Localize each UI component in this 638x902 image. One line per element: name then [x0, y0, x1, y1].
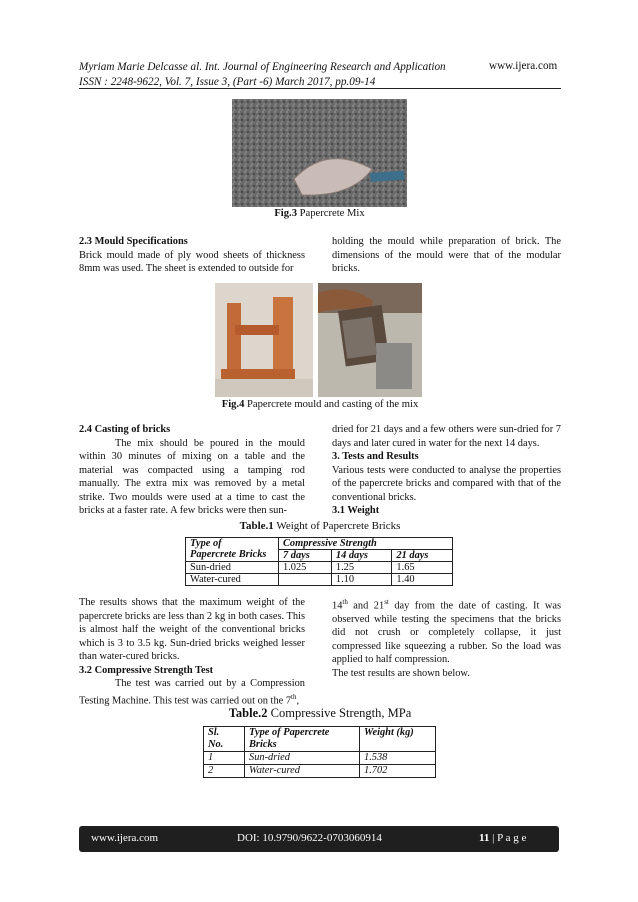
citation-line-2: ISSN : 2248-9622, Vol. 7, Issue 3, (Part -6) March 2017, pp.09-14 [79, 76, 376, 88]
sec23-left-column [79, 235, 305, 276]
table2-cell-type: Sun-dried [245, 752, 360, 765]
table1-cell-d7 [279, 574, 332, 586]
sec32-text-main: The test was carried out by a Compression Testing Machine. This test was carried out on the 7 [79, 678, 305, 706]
table-row [204, 765, 436, 778]
sup-st: st [384, 598, 389, 606]
sec32-comma: , [296, 694, 300, 706]
table2-cell-weight: 1.702 [360, 765, 436, 778]
sec32-heading: 3.2 Compressive Strength Test [79, 664, 214, 676]
table1-head-type-line1: Type of [190, 538, 222, 549]
table1-caption [180, 520, 460, 532]
fig4-mould-photo [215, 283, 313, 397]
footer-doi: DOI: 10.9790/9622-0703060914 [237, 832, 382, 844]
fig3-caption [232, 208, 407, 219]
table1-head-group: Compressive Strength [279, 538, 453, 550]
results-left-text: The results shows that the maximum weight of the papercrete bricks are less than 2 kg in both cases. This is almost half the weight of the conventional bricks which is 3 to 3.5 kg. Sun-dried bricks weighed lesser than water-cured bricks. [79, 597, 305, 662]
table2-head-sl-line2: No. [208, 739, 224, 750]
table1-head-14days: 14 days [331, 550, 392, 562]
table1-head-type-line2: Papercrete Bricks [190, 549, 267, 560]
results-right-text [332, 596, 561, 667]
fig4-caption-text: Papercrete mould and casting of the mix [244, 399, 419, 410]
sec24-left-text: The mix should be poured in the mould within 30 minutes of mixing on a table and the material was compacted using a tamping rod manually. The extra mix was removed by a metal strike. Two moulds were used at a time to cast the bricks at a faster rate. A few bricks were then sun- [79, 437, 305, 516]
table-row [204, 752, 436, 765]
table1-label: Table.1 [239, 520, 274, 532]
table2-head-sl-line1: Sl. [208, 727, 220, 738]
sup-th-2: th [342, 598, 348, 606]
sec24-heading: 2.4 Casting of bricks [79, 424, 171, 435]
num-14: 14 [332, 600, 343, 612]
table1-cell-d14: 1.25 [331, 562, 392, 574]
table2-cell-weight: 1.538 [360, 752, 436, 765]
results-left-column [79, 596, 305, 707]
sec32-text [79, 677, 305, 707]
table1-cell-d14: 1.10 [331, 574, 392, 586]
page-footer [79, 826, 559, 852]
table1-head-type [186, 538, 279, 562]
table1-cell-type: Sun-dried [186, 562, 279, 574]
table2 [203, 726, 436, 778]
table2-caption [180, 706, 460, 721]
sec23-right-text: holding the mould while preparation of brick. The dimensions of the mould were that of the modular bricks. [332, 236, 561, 274]
sec3-text: Various tests were conducted to analyse the properties of the papercrete bricks and compared with that of the conventional bricks. [332, 464, 561, 503]
table-row [186, 562, 453, 574]
table1-cell-type: Water-cured [186, 574, 279, 586]
results-right-column [332, 596, 561, 680]
results-right-main: day from the date of casting. It was observed while testing the specimens that the bricks did not crush or completely collapse, it just compressed like squeezing a rubber. So the load was applied to half compression. [332, 600, 561, 666]
sec23-heading: 2.3 Mould Specifications [79, 236, 188, 247]
footer-website: www.ijera.com [91, 832, 159, 844]
fig4-label: Fig.4 [221, 399, 245, 410]
table1-head-21days: 21 days [392, 550, 453, 562]
table2-head-type-line2: Bricks [249, 739, 277, 750]
sec31-heading: 3.1 Weight [332, 505, 380, 516]
table1-head-7days: 7 days [279, 550, 332, 562]
fig4-casting-photo [318, 283, 422, 397]
fig3-label: Fig.3 [274, 208, 297, 219]
table2-cell-sl: 1 [204, 752, 245, 765]
table1-caption-text: Weight of Papercrete Bricks [273, 520, 401, 532]
results-right-text2: The test results are shown below. [332, 667, 470, 679]
table2-head-weight: Weight (kg) [360, 727, 436, 752]
fig4-caption [160, 399, 480, 410]
sec23-right-column [332, 235, 561, 276]
footer-page [479, 832, 526, 844]
table1-cell-d21: 1.40 [392, 574, 453, 586]
sec3-heading: 3. Tests and Results [332, 451, 419, 462]
table2-cell-type: Water-cured [245, 765, 360, 778]
fig3-papercrete-mix-photo [232, 99, 407, 207]
table1-cell-d21: 1.65 [392, 562, 453, 574]
header-rule [79, 88, 561, 89]
table1 [185, 537, 453, 586]
table2-caption-text: Compressive Strength, MPa [267, 706, 412, 720]
sup-th: th [291, 692, 297, 701]
table2-head-sl [204, 727, 245, 752]
sec23-left-text: Brick mould made of ply wood sheets of thickness 8mm was used. The sheet is extended to outside for [79, 249, 305, 274]
table2-label: Table.2 [228, 706, 268, 720]
sec24-left-column [79, 423, 305, 518]
fig3-caption-text: Papercrete Mix [297, 208, 365, 219]
table-row [186, 574, 453, 586]
table1-cell-d7: 1.025 [279, 562, 332, 574]
table2-head-type [245, 727, 360, 752]
sec24-right-text: dried for 21 days and a few others were sun-dried for 7 days and later cured in water for the next 14 days. [332, 424, 561, 449]
table2-head-type-line1: Type of Papercrete [249, 727, 330, 738]
footer-page-number: 11 [479, 832, 490, 844]
journal-citation [79, 60, 479, 90]
citation-line-1: Myriam Marie Delcasse al. Int. Journal of Engineering Research and Application [79, 61, 446, 73]
table2-cell-sl: 2 [204, 765, 245, 778]
sec24-right-column [332, 423, 561, 518]
header-website: www.ijera.com [489, 60, 558, 72]
footer-page-label: | P a g e [489, 832, 527, 844]
num-21: and 21 [347, 600, 385, 612]
